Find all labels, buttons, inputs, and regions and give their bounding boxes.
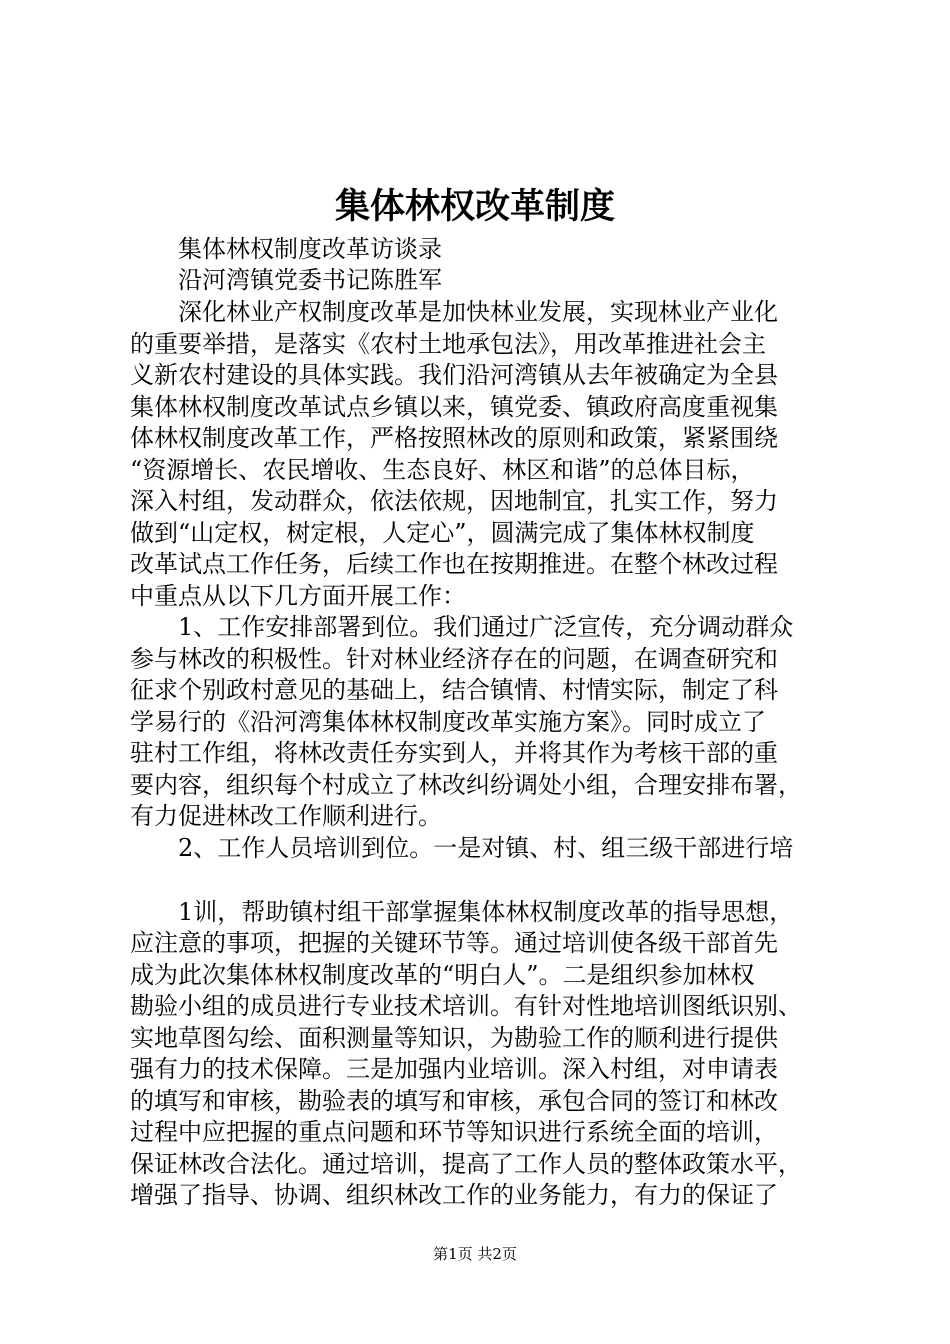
body-line: 义新农村建设的具体实践。我们沿河湾镇从去年被确定为全县 — [130, 361, 778, 389]
page-footer: 第1页 共2页 — [433, 1245, 517, 1263]
body-line: 征求个别政村意见的基础上，结合镇情、村情实际，制定了科 — [130, 676, 778, 704]
body-line: 中重点从以下几方面开展工作： — [130, 582, 466, 610]
body-line: 保证林改合法化。通过培训，提高了工作人员的整体政策水平， — [130, 1150, 802, 1178]
body-line: 体林权制度改革工作，严格按照林改的原则和政策，紧紧围绕 — [130, 424, 778, 452]
body-line: 做到“山定权，树定根，人定心”，圆满完成了集体林权制度 — [130, 519, 755, 547]
body-line: 集体林权制度改革试点乡镇以来，镇党委、镇政府高度重视集 — [130, 393, 778, 421]
body-line: 改革试点工作任务，后续工作也在按期推进。在整个林改过程 — [130, 550, 778, 578]
body-line: 增强了指导、协调、组织林改工作的业务能力，有力的保证了 — [130, 1181, 778, 1209]
body-line: 驻村工作组，将林改责任夯实到人，并将其作为考核干部的重 — [130, 739, 778, 767]
body-line: 2、工作人员培训到位。一是对镇、村、组三级干部进行培 — [130, 834, 794, 862]
body-line: 实地草图勾绘、面积测量等知识，为勘验工作的顺利进行提供 — [130, 1024, 778, 1052]
body-line: 学易行的《沿河湾集体林权制度改革实施方案》。同时成立了 — [130, 708, 766, 736]
body-line: 参与林改的积极性。针对林业经济存在的问题，在调查研究和 — [130, 645, 778, 673]
body-line: 深化林业产权制度改革是加快林业发展，实现林业产业化 — [130, 298, 778, 326]
body-line: 勘验小组的成员进行专业技术培训。有针对性地培训图纸识别、 — [130, 992, 802, 1020]
body-line: 集体林权制度改革访谈录 — [130, 235, 442, 263]
document-title: 集体林权改革制度 — [334, 187, 615, 227]
body-line: 1、工作安排部署到位。我们通过广泛宣传，充分调动群众 — [130, 613, 794, 641]
body-line: 过程中应把握的重点问题和环节等知识进行系统全面的培训， — [130, 1118, 778, 1146]
body-line: 有力促进林改工作顺利进行。 — [130, 802, 442, 830]
body-line: 强有力的技术保障。三是加强内业培训。深入村组，对申请表 — [130, 1055, 778, 1083]
body-line: 的重要举措，是落实《农村土地承包法》，用改革推进社会主 — [130, 330, 766, 358]
body-line: 应注意的事项，把握的关键环节等。通过培训使各级干部首先 — [130, 929, 778, 957]
body-line: 成为此次集体林权制度改革的“明白人”。二是组织参加林权 — [130, 961, 755, 989]
body-line: 深入村组，发动群众，依法依规，因地制宜，扎实工作，努力 — [130, 487, 778, 515]
body-line: 要内容，组织每个村成立了林改纠纷调处小组，合理安排布署， — [130, 771, 802, 799]
body-line: “资源增长、农民增收、生态良好、林区和谐”的总体目标， — [130, 456, 755, 484]
body-line: 沿河湾镇党委书记陈胜军 — [130, 266, 442, 294]
body-line: 的填写和审核，勘验表的填写和审核，承包合同的签订和林改 — [130, 1087, 778, 1115]
body-line: 1训，帮助镇村组干部掌握集体林权制度改革的指导思想， — [130, 898, 794, 926]
